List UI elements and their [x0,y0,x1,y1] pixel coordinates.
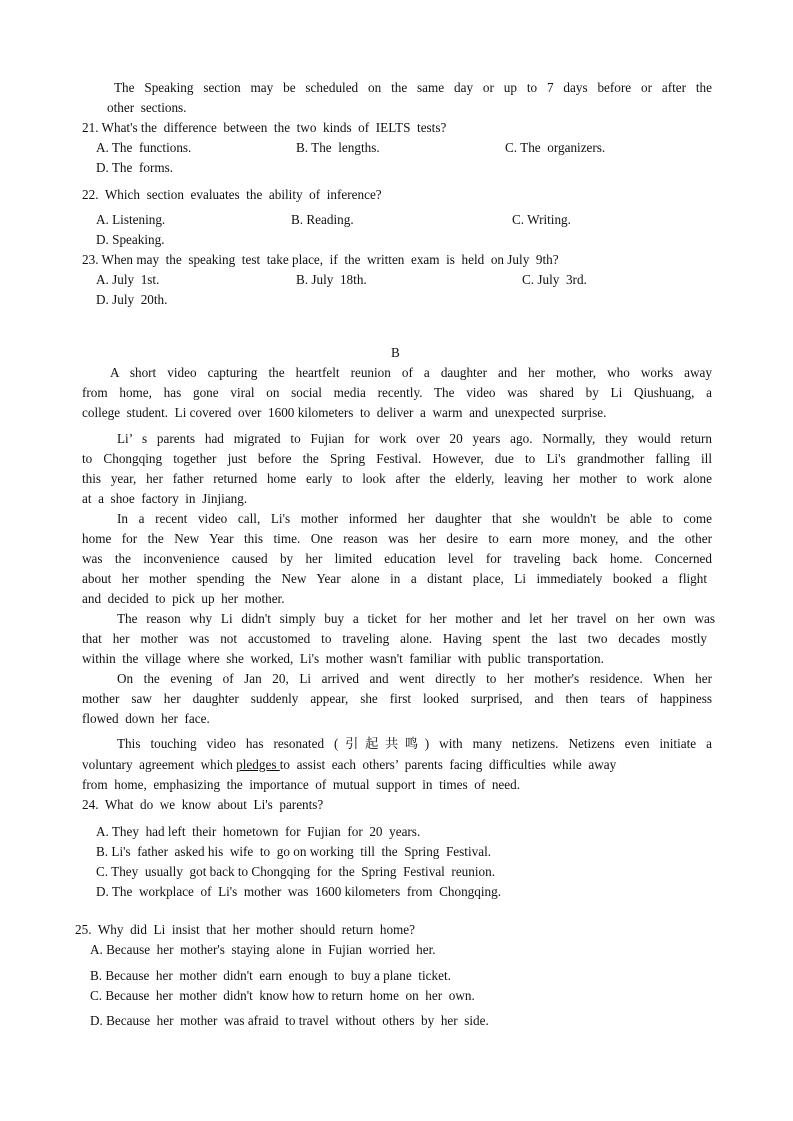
passage-line: this year, her father returned home early to look after the elderly, leaving her mother to work alone [82,471,712,486]
q21-option-d: D. The forms. [96,160,174,175]
passage-line: In a recent video call, Li's mother informed her daughter that she wouldn't be able to come [117,511,712,526]
underlined-word-pledges: pledges [236,757,280,772]
passage-line: from home, emphasizing the importance of mutual support in times of need. [82,777,521,792]
q24-option-c: C. They usually got back to Chongqing for the Spring Festival reunion. [96,864,496,879]
question-22-stem: 22. Which section evaluates the ability of inference? [82,187,382,202]
passage-line: college student. Li covered over 1600 kilometers to deliver a warm and unexpected surprise. [82,405,607,420]
passage-line: from home, has gone viral on social media recently. The video was shared by Li Qiushuang, a [82,385,712,400]
q21-option-c: C. The organizers. [505,140,606,155]
q25-option-b: B. Because her mother didn't earn enough to buy a plane ticket. [90,968,451,983]
section-heading: B [391,345,400,360]
q23-option-c: C. July 3rd. [522,272,587,287]
q23-option-d: D. July 20th. [96,292,168,307]
q22-option-c: C. Writing. [512,212,571,227]
question-24-stem: 24. What do we know about Li's parents? [82,797,324,812]
passage-line: The reason why Li didn't simply buy a ticket for her mother and let her travel on her own was [117,611,715,626]
q25-option-d: D. Because her mother was afraid to travel without others by her side. [90,1013,489,1028]
q23-option-b: B. July 18th. [296,272,367,287]
passage-line: that her mother was not accustomed to traveling alone. Having spent the last two decades mostly [82,631,707,646]
q25-option-a: A. Because her mother's staying alone in Fujian worried her. [90,942,436,957]
passage-line: mother saw her daughter suddenly appear, she first looked surprised, and then tears of happiness [82,691,712,706]
q25-option-c: C. Because her mother didn't know how to return home on her own. [90,988,475,1003]
passage-line: home for the New Year this time. One reason was her desire to earn more money, and the other [82,531,712,546]
passage-line: This touching video has resonated (引起共鸣) with many netizens. Netizens even initiate a [117,736,712,751]
intro-line: The Speaking section may be scheduled on the same day or up to 7 days before or after the [114,80,712,95]
q23-option-a: A. July 1st. [96,272,160,287]
q21-option-b: B. The lengths. [296,140,380,155]
passage-text: voluntary agreement which [82,757,237,772]
passage-line: Li’ s parents had migrated to Fujian for work over 20 years ago. Normally, they would return [117,431,712,446]
passage-text: to assist each others’ parents facing difficulties while away [279,757,617,772]
q22-option-b: B. Reading. [291,212,354,227]
passage-line [82,756,616,773]
passage-line: to Chongqing together just before the Spring Festival. However, due to Li's grandmother falling ill [82,451,712,466]
question-25-stem: 25. Why did Li insist that her mother should return home? [75,922,416,937]
q24-option-d: D. The workplace of Li's mother was 1600 kilometers from Chongqing. [96,884,502,899]
question-23-stem: 23. When may the speaking test take place, if the written exam is held on July 9th? [82,252,559,267]
passage-line: A short video capturing the heartfelt reunion of a daughter and her mother, who works away [110,365,712,380]
passage-line: flowed down her face. [82,711,210,726]
passage-line: On the evening of Jan 20, Li arrived and went directly to her mother's residence. When her [117,671,712,686]
passage-line: within the village where she worked, Li's mother wasn't familiar with public transportation. [82,651,604,666]
q24-option-b: B. Li's father asked his wife to go on working till the Spring Festival. [96,844,492,859]
q22-option-d: D. Speaking. [96,232,165,247]
passage-line: at a shoe factory in Jinjiang. [82,491,248,506]
q24-option-a: A. They had left their hometown for Fujian for 20 years. [96,824,421,839]
passage-line: and decided to pick up her mother. [82,591,285,606]
q22-option-a: A. Listening. [96,212,166,227]
passage-line: was the inconvenience caused by her limited education level for traveling back home. Concerned [82,551,712,566]
intro-line: other sections. [107,100,187,115]
q21-option-a: A. The functions. [96,140,192,155]
question-21-stem: 21. What's the difference between the two kinds of IELTS tests? [82,120,447,135]
passage-line: about her mother spending the New Year alone in a distant place, Li immediately booked a flight [82,571,707,586]
